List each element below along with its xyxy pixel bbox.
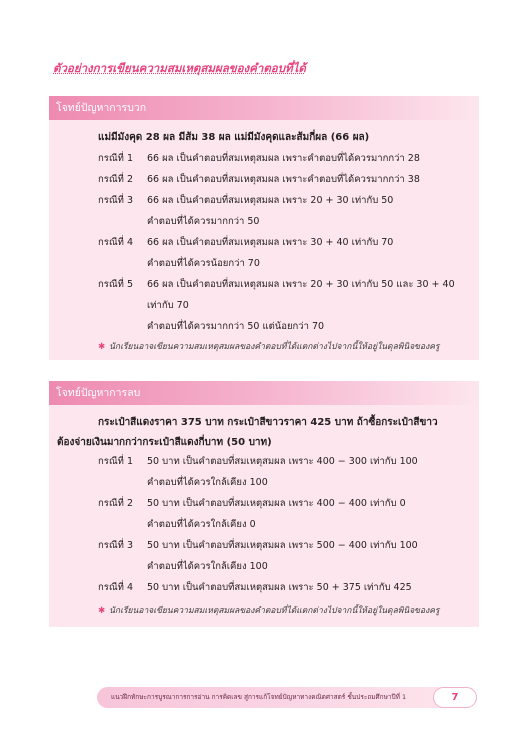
subtraction-section — [49, 381, 479, 627]
subtraction-problem-line-2: ต้องจ่ายเงินมากกว่ากระเป๋าสีแดงกี่บาท (50 บาท) — [57, 437, 272, 448]
case-label: กรณีที่ 1 — [98, 153, 133, 164]
case-text: คำตอบที่ได้ควรใกล้เคียง 100 — [147, 561, 268, 572]
case-text: คำตอบที่ได้ควรมากกว่า 50 — [147, 216, 260, 227]
case-label: กรณีที่ 2 — [98, 498, 133, 509]
case-text: 66 ผล เป็นคำตอบที่สมเหตุสมผล เพราะ 20 + 30 เท่ากับ 50 และ 30 + 40 — [147, 279, 455, 290]
case-label: กรณีที่ 3 — [98, 540, 133, 551]
asterisk-icon: ✱ — [98, 606, 106, 616]
case-text: 66 ผล เป็นคำตอบที่สมเหตุสมผล เพราะคำตอบที่ได้ควรมากกว่า 38 — [147, 174, 420, 185]
addition-problem: แม่มีมังคุด 28 ผล มีส้ม 38 ผล แม่มีมังคุดและส้มกี่ผล (66 ผล) — [98, 132, 370, 143]
subtraction-section-title: โจทย์ปัญหาการลบ — [49, 381, 479, 405]
case-text: 66 ผล เป็นคำตอบที่สมเหตุสมผล เพราะ 30 + 40 เท่ากับ 70 — [147, 237, 394, 248]
page-number: 7 — [433, 687, 477, 708]
case-text: 50 บาท เป็นคำตอบที่สมเหตุสมผล เพราะ 50 + 375 เท่ากับ 425 — [147, 582, 412, 593]
page-heading: ตัวอย่างการเขียนความสมเหตุสมผลของคำตอบที่ได้ — [53, 61, 306, 75]
note-text: นักเรียนอาจเขียนความสมเหตุสมผลของคำตอบที่ได้แตกต่างไปจากนี้ให้อยู่ในดุลพินิจของครู — [109, 606, 440, 616]
case-text: คำตอบที่ได้ควรมากกว่า 50 แต่น้อยกว่า 70 — [147, 321, 325, 332]
footer-book-title: แนวฝึกทักษะการบูรณาการการอ่าน การคิดเลข สู่การแก้โจทย์ปัญหาทางคณิตศาสตร์ ชั้นประถมศึกษาปีที่ 1 — [111, 693, 407, 701]
case-text: 66 ผล เป็นคำตอบที่สมเหตุสมผล เพราะ 20 + 30 เท่ากับ 50 — [147, 195, 394, 206]
subtraction-problem-line-1: กระเป๋าสีแดงราคา 375 บาท กระเป๋าสีขาวราคา 425 บาท ถ้าซื้อกระเป๋าสีขาว — [98, 417, 438, 428]
case-text: 50 บาท เป็นคำตอบที่สมเหตุสมผล เพราะ 400 − 300 เท่ากับ 100 — [147, 456, 418, 467]
case-text: คำตอบที่ได้ควรใกล้เคียง 100 — [147, 477, 268, 488]
case-text: 50 บาท เป็นคำตอบที่สมเหตุสมผล เพราะ 500 − 400 เท่ากับ 100 — [147, 540, 418, 551]
case-text: เท่ากับ 70 — [147, 300, 189, 311]
subtraction-note — [98, 603, 440, 617]
case-label: กรณีที่ 2 — [98, 174, 133, 185]
case-text: 66 ผล เป็นคำตอบที่สมเหตุสมผล เพราะคำตอบที่ได้ควรมากกว่า 28 — [147, 153, 420, 164]
note-text: นักเรียนอาจเขียนความสมเหตุสมผลของคำตอบที่ได้แตกต่างไปจากนี้ให้อยู่ในดุลพินิจของครู — [109, 342, 440, 352]
case-label: กรณีที่ 1 — [98, 456, 133, 467]
case-label: กรณีที่ 4 — [98, 582, 133, 593]
case-text: 50 บาท เป็นคำตอบที่สมเหตุสมผล เพราะ 400 − 400 เท่ากับ 0 — [147, 498, 406, 509]
case-label: กรณีที่ 4 — [98, 237, 133, 248]
case-label: กรณีที่ 5 — [98, 279, 133, 290]
addition-note — [98, 339, 440, 353]
case-text: คำตอบที่ได้ควรน้อยกว่า 70 — [147, 258, 260, 269]
asterisk-icon: ✱ — [98, 342, 106, 352]
case-text: คำตอบที่ได้ควรใกล้เคียง 0 — [147, 519, 256, 530]
case-label: กรณีที่ 3 — [98, 195, 133, 206]
addition-section-title: โจทย์ปัญหาการบวก — [49, 96, 479, 120]
addition-section — [49, 96, 479, 360]
page-footer — [97, 687, 477, 708]
